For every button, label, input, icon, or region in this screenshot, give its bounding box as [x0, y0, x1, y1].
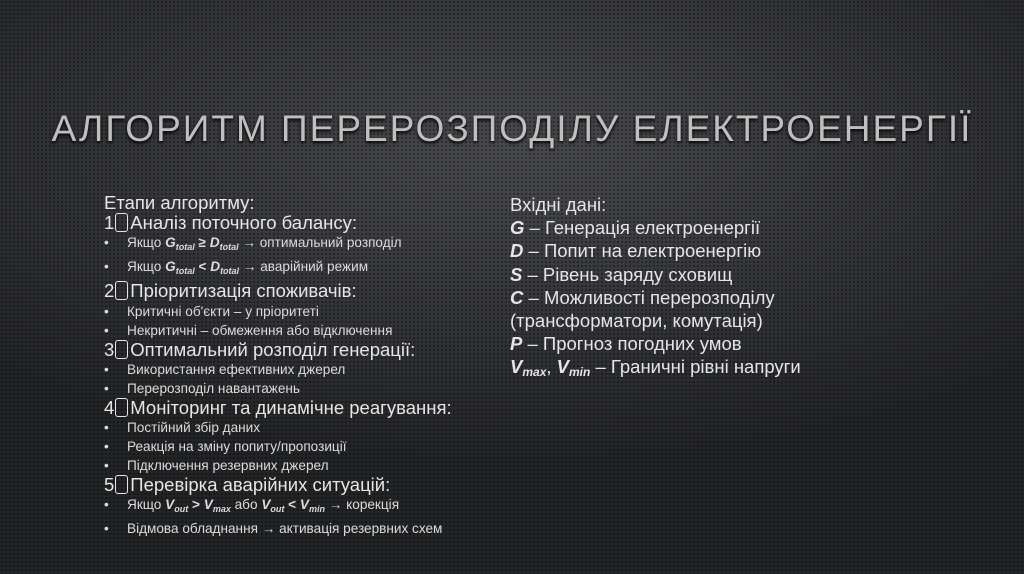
keycap-box-icon [115, 281, 128, 300]
keycap-box-icon [115, 398, 128, 417]
bullet: • Некритичні – обмеження або відключення [104, 321, 452, 340]
step-5: 5 Перевірка аварійних ситуацій: [104, 474, 391, 496]
step-2: 2 Пріоритизація споживачів: [104, 280, 357, 302]
input-item: (трансформатори, комутація) [510, 310, 763, 332]
keycap-box-icon [115, 340, 128, 359]
bullet: • Перерозподіл навантажень [104, 379, 452, 398]
input-data-heading: Вхідні дані: [510, 194, 607, 215]
slide-title: АЛГОРИТМ ПЕРЕРОЗПОДІЛУ ЕЛЕКТРОЕНЕРГІЇ [51, 108, 973, 149]
input-item: S – Рівень заряду сховищ [510, 263, 733, 285]
bullet: • Якщо $G_{total} < D_{total}$ → аварійний режим [104, 257, 452, 281]
bullet: • Відмова обладнання → активація резервних схем [104, 519, 452, 538]
bullet: • Реакція на зміну попиту/пропозиції [104, 437, 452, 456]
bullet: • Якщо $V_{out} > V_{max}$ або $V_{out} < V_{min}$ → корекція [104, 495, 452, 519]
keycap-box-icon [115, 475, 128, 494]
input-item: D – Попит на електроенергію [510, 240, 762, 262]
bullet: • Якщо $G_{total} \ge D_{total}$ → оптимальний розподіл [104, 233, 452, 257]
bullet: • Постійний збір даних [104, 418, 452, 437]
keycap-box-icon [115, 213, 128, 232]
input-item: C – Можливості перерозподілу [510, 286, 775, 308]
step-3: 3 Оптимальний розподіл генерації: [104, 338, 416, 360]
input-item: $V_{max}$, $V_{min}$ – Граничні рівні напруги [510, 356, 801, 380]
algorithm-steps [104, 193, 452, 538]
input-item: G – Генерація електроенергії [510, 217, 761, 239]
bullet: • Підключення резервних джерел [104, 456, 452, 475]
input-item: P – Прогноз погодних умов [510, 333, 742, 355]
step-4: 4 Моніторинг та динамічне реагування: [104, 396, 452, 418]
steps-heading: Етапи алгоритму: [104, 192, 255, 213]
bullet: • Критичні об'єкти – у пріоритеті [104, 302, 452, 321]
input-data [510, 193, 801, 385]
step-1: 1 Аналіз поточного балансу: [104, 212, 358, 234]
bullet: • Використання ефективних джерел [104, 360, 452, 379]
